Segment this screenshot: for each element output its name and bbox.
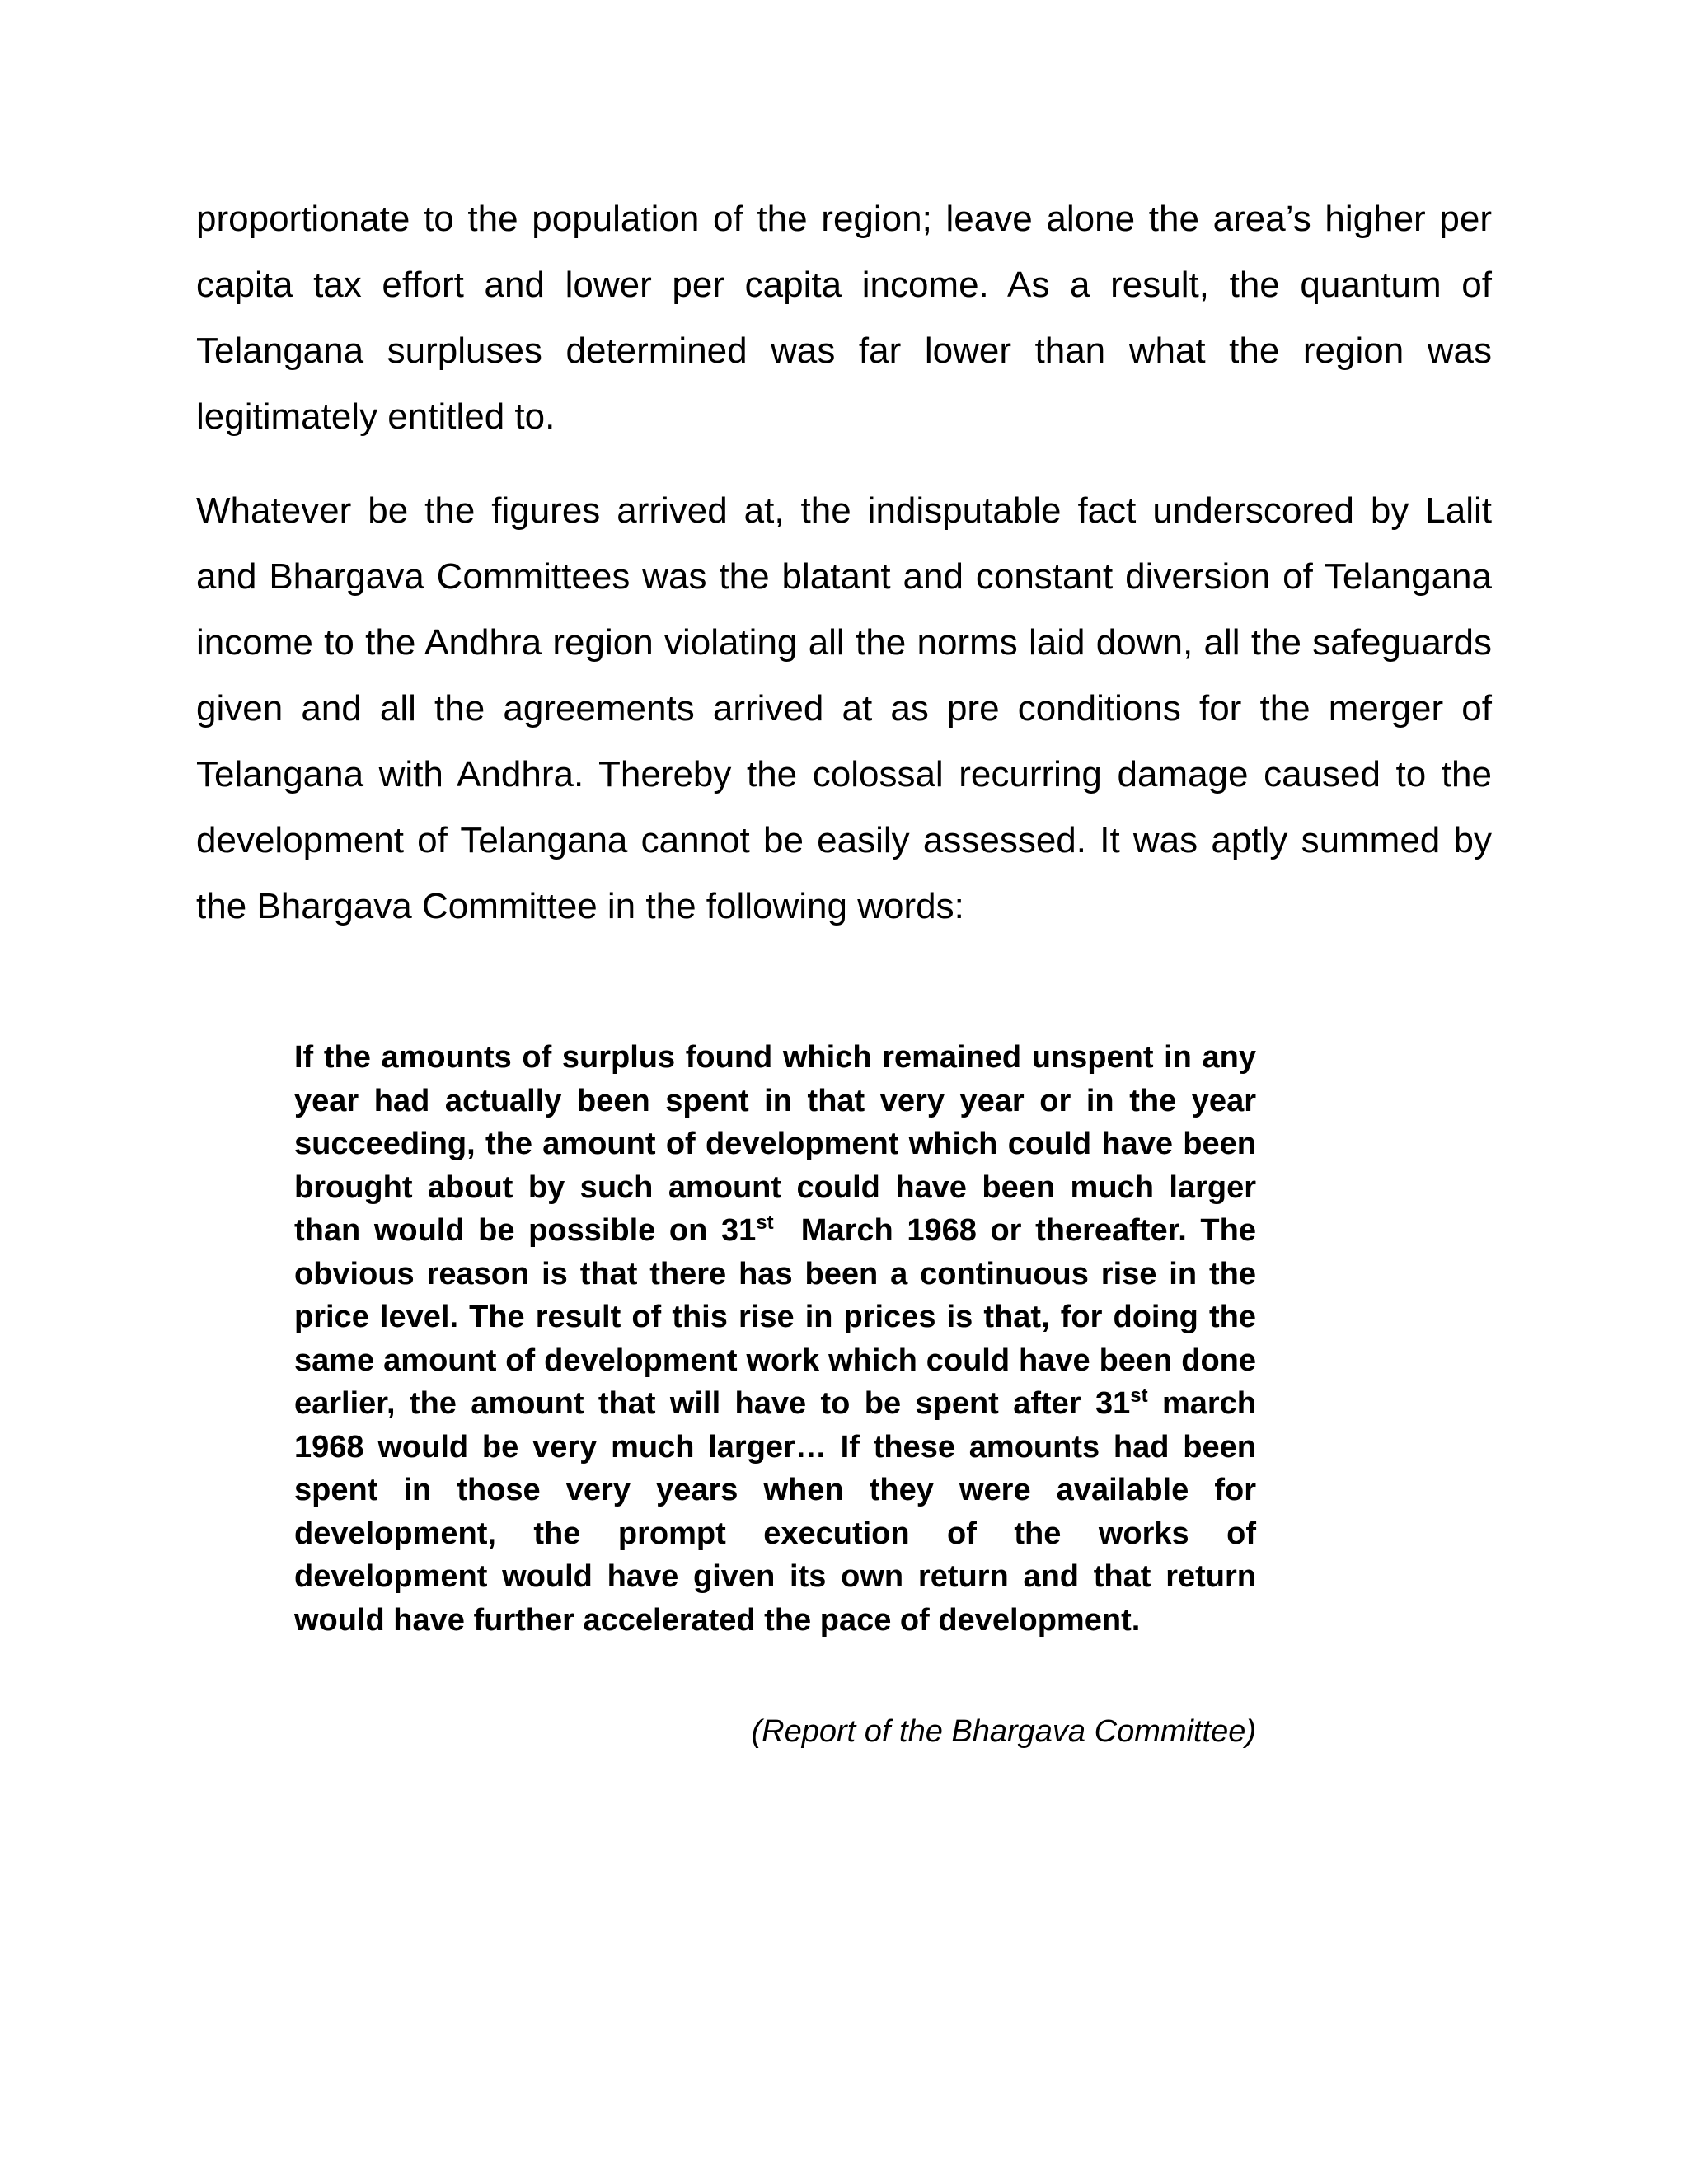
- body-paragraph: Whatever be the figures arrived at, the indisputable fact underscored by Lalit and Bhargava Committees was the blatant and constant diversion of Telangana income to the Andhra region violating all the norms laid down, all the safeguards given and all the agreements arrived at as pre conditions for the merger of Telangana with Andhra. Thereby the colossal recurring damage caused to the development of Telangana cannot be easily assessed. It was aptly summed by the Bhargava Committee in the following words:: [196, 490, 1492, 926]
- quote-text: If the amounts of surplus found which remained unspent in any year had actually been spent in that very year or in the year succeeding, the amount of development which could have been brought about by such amount could have been much larger than would be possible on 31: [294, 1040, 1256, 1248]
- body-paragraph: proportionate to the population of the region; leave alone the area’s higher per capita tax effort and lower per capita income. As a result, the quantum of Telangana surpluses determined was far lower than what the region was legitimately entitled to.: [196, 199, 1492, 437]
- block-quote: [294, 1036, 1256, 1642]
- quote-text: March 1968 or thereafter. The obvious reason is that there has been a continuous rise in the price level. The result of this rise in prices is that, for doing the same amount of development work which could have been done earlier, the amount that will have to be spent after 31: [294, 1213, 1256, 1421]
- quote-text: march 1968 would be very much larger… If these amounts had been spent in those very years when they were available for development, the prompt execution of the works of development would have given its own return and that return would have further accelerated the pace of development.: [294, 1386, 1256, 1638]
- ordinal-suffix: st: [1130, 1385, 1148, 1407]
- ordinal-suffix: st: [756, 1212, 774, 1234]
- quote-citation: (Report of the Bhargava Committee): [751, 1714, 1256, 1749]
